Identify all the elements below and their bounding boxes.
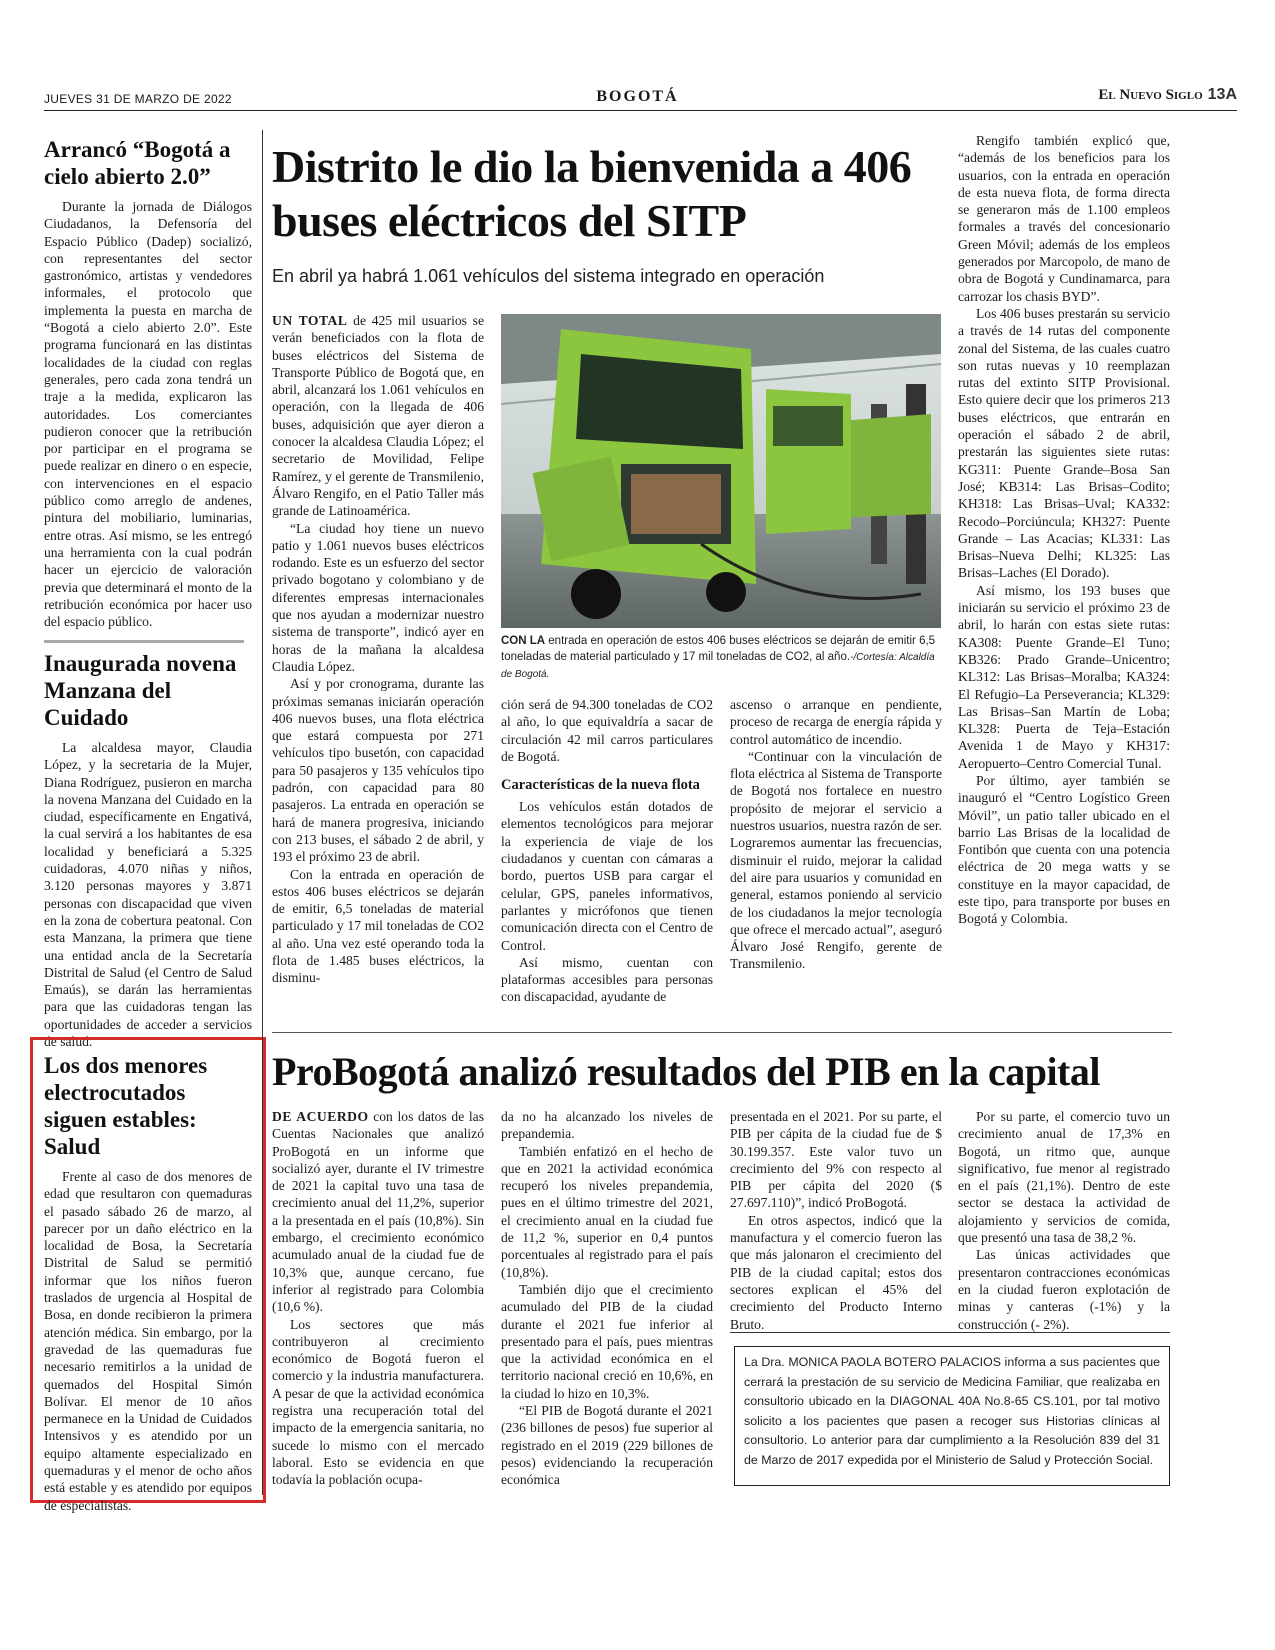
photo-caption bbox=[501, 633, 941, 683]
paragraph: con los datos de las Cuentas Nacionales que analizó ProBogotá en un informe que socializó ayer, durante el IV trimestre de 2021 la capital tuvo una tasa de crecimiento anual del 11,2%, superior a la presentada en el país (10,8%). Sin embargo, el crecimiento económico acumulado anual de la ciudad fue de 10,3% que, aunque cercano, fue inferior al registrado para Colombia (10,6 %). bbox=[272, 1109, 484, 1315]
section-title: BOGOTÁ bbox=[596, 88, 679, 105]
main-subtitle: En abril ya habrá 1.061 vehículos del sistema integrado en operación bbox=[272, 266, 825, 286]
paragraph: En otros aspectos, indicó que la manufactura y el comercio fueron las que más jalonaron el crecimiento del PIB de la ciudad capital; estos dos sectores explican el 45% del crecimiento del Producto Interno Bruto. bbox=[730, 1212, 942, 1332]
subheading: Características de la nueva flota bbox=[501, 777, 700, 794]
paragraph: Así mismo, los 193 buses que iniciarán su servicio el próximo 23 de abril, lo harán con estas siete rutas: KA308: Puente Grande–El Tuno; KB326: Prado Grande–Unicentro; KL312: Las Brisas–Moralba; KA324: El Refugio–La Perseverancia; KL329: Las Brisas–San Martín de Loba; KL328: Puerta de Teja–Estación Avenida 1 de Mayo y KH317: Aeropuerto–Centro Comercial Tunal. bbox=[958, 582, 1170, 771]
pib-col-2 bbox=[501, 1108, 713, 1489]
brief-menores-electrocutados bbox=[44, 1052, 252, 1514]
photo-credit: -/Cortesía: Alcaldía de Bogotá. bbox=[501, 652, 935, 680]
lead-in: DE ACUERDO bbox=[272, 1109, 369, 1124]
brief-title: Inaugurada novena Manzana del Cuidado bbox=[44, 651, 237, 730]
issue-date: JUEVES 31 DE MARZO DE 2022 bbox=[44, 92, 232, 106]
paragraph: “El PIB de Bogotá durante el 2021 (236 billones de pesos) fue superior al registrado en el 2019 (229 billones de pesos) evidenciando la recuperación económica bbox=[501, 1403, 713, 1488]
main-col-1 bbox=[272, 312, 484, 987]
brief-body: Durante la jornada de Diálogos Ciudadanos, la Defensoría del Espacio Público (Dadep) socializó, con representantes del sector gastronómico, artistas y vendedores informales, el protocolo que implementa la puesta en marcha de “Bogotá a cielo abierto 2.0”. Este programa funcionará en las distintas localidades de la ciudad con reglas generales, pero cada zona tendrá un traje a la medida, explicaron las autoridades. Los comerciantes pudieron conocer que la retribución por participar en el programa se puede realizar en dinero o en especie, con intervenciones en el espacio público como arreglo de andenes, pintura del mobiliario, luminarias, entre otras. Así mismo, se les entregó una herramienta con la cual podrán hacer un ejercicio de valoración previa que determinará el monto de la retribución económica por hacer uso del espacio público. bbox=[44, 199, 252, 630]
main-col-4 bbox=[958, 132, 1170, 928]
paragraph: da no ha alcanzado los niveles de prepandemia. bbox=[501, 1109, 713, 1142]
main-col-2 bbox=[501, 696, 713, 1006]
paragraph: Por último, ayer también se inauguró el “Centro Logístico Green Móvil”, un patio taller ubicado en el barrio Las Brisas de la localidad de Fontibón que cuenta con una potencia eléctrica de 20 mega watts y se constituye en la mayor capacidad, de este tipo, para transporte por buses en Bogotá y Colombia. bbox=[958, 772, 1170, 927]
paragraph: Así mismo, cuentan con plataformas accesibles para personas con discapacidad, ayudante de bbox=[501, 954, 713, 1005]
notice-address: DIAGONAL 40A No.8-65 CS.101 bbox=[889, 1394, 1075, 1408]
notice-rule bbox=[730, 1332, 1170, 1333]
paragraph: Los 406 buses prestarán su servicio a través de 14 rutas del componente zonal del Sistema, de las cuales cuatro son rutas nuevas y 10 reemplazan rutas del extinto SITP Provisional. Esto quiere decir que los primeros 213 buses eléctricos, que entrarán en operación el sábado 2 de abril, prestarán las siguientes siete rutas: KG311: Puente Grande–Bosa San José; KB314: Las Brisas–Codito; KH318: Las Brisas–Uval; KA332: Recodo–Porciúncula; KH327: Puente Grande – Las Acacias; KL331: Las Brisas–Nueva Delhi; KL325: Las Brisas–Laches (El Dorado). bbox=[958, 305, 1170, 581]
notice-box bbox=[734, 1346, 1170, 1486]
main-col-3 bbox=[730, 696, 942, 973]
header-rule bbox=[44, 110, 1237, 111]
second-headline: ProBogotá analizó resultados del PIB en la capital bbox=[272, 1049, 1100, 1094]
brief-title: Los dos menores electrocutados siguen estables: Salud bbox=[44, 1053, 208, 1159]
notice-text: La Dra. bbox=[744, 1355, 789, 1369]
paragraph: presentada en el 2021. Por su parte, el PIB per cápita de la ciudad fue de $ 30.199.357. Este valor tuvo un crecimiento del 9% con respecto al PIB per cápita del 2020 ($ 27.697.110)”, indicó ProBogotá. bbox=[730, 1109, 942, 1211]
paragraph: “La ciudad hoy tiene un nuevo patio y 1.061 nuevos buses eléctricos rodando. Este es un esfuerzo del sector privado bogotano y colombiano y de diferentes empresas internacionales que nos ayudan a modernizar nuestro sistema de transporte”, indicó ayer en horas de la mañana la alcaldesa Claudia López. bbox=[272, 520, 484, 674]
pib-col-1 bbox=[272, 1108, 484, 1489]
paragraph: Así y por cronograma, durante las próximas semanas iniciarán operación 406 nuevos buses, una flota eléctrica que estará compuesta por 271 vehículos tipo busetón, con capacidad para 50 pasajeros y 135 vehículos tipo padrón, con capacidad para 80 pasajeros. La entrada en operación se hará de manera progresiva, iniciando con 213 buses, el sábado 2 de abril, y 193 el próximo 23 de abril. bbox=[272, 676, 484, 865]
brief-manzana-cuidado bbox=[44, 650, 252, 1050]
page-number: 13A bbox=[1207, 86, 1237, 103]
lead-in: UN TOTAL bbox=[272, 313, 348, 328]
masthead bbox=[1098, 86, 1237, 104]
paragraph: ción será de 94.300 toneladas de CO2 al año, lo que equivaldría a sacar de circulación 42 mil carros particulares de Bogotá. bbox=[501, 697, 713, 764]
brief-body: La alcaldesa mayor, Claudia López, y la secretaria de la Mujer, Diana Rodríguez, pusieron en marcha la novena Manzana del Cuidado en la ciudad, específicamente en Engativá, la cual servirá a los habitantes de esa localidad y beneficiará a 5.325 cuidadoras, 4.070 niñas y niños, 3.120 personas mayores y 3.871 personas con discapacidad que viven en la zona de cobertura peatonal. Con esta Manzana, la primera que tiene una entidad ancla de la Secretaría Distrital de Salud (el Centro de Salud Emaús), se darán las herramientas para que las cuidadoras tengan las oportunidades de acceder a servicios de salud. bbox=[44, 740, 252, 1050]
brief-bogota-cielo-abierto bbox=[44, 136, 252, 630]
masthead-name: El Nuevo Siglo bbox=[1098, 87, 1203, 103]
electric-bus-image bbox=[501, 314, 941, 628]
column-divider bbox=[262, 130, 263, 1495]
caption-lead: CON LA bbox=[501, 635, 546, 647]
bus-photo bbox=[501, 314, 941, 628]
paragraph: Las únicas actividades que presentaron contracciones económicas en la ciudad fueron explotación de minas y canteras (-1%) y la construcción (- 2%). bbox=[958, 1247, 1170, 1332]
brief-title: Arrancó “Bogotá a cielo abierto 2.0” bbox=[44, 137, 231, 189]
paragraph: También dijo que el crecimiento acumulado del PIB de la ciudad durante el 2021 fue inferior al presentado para el país, pues mientras que la actividad económica en el territorio nacional creció en 10,6%, en la ciudad lo hizo en 10,3%. bbox=[501, 1281, 713, 1401]
pib-col-3 bbox=[730, 1108, 942, 1333]
paragraph: Con la entrada en operación de estos 406 buses eléctricos se dejarán de emitir, 6,5 toneladas de material particulado y 17 mil toneladas de CO2 al año. Una vez esté operando toda la flota de 1.485 buses eléctricos, la disminu- bbox=[272, 866, 484, 986]
notice-text: , por tal motivo solicito a los pacientes que pasen a recoger sus Historias clínicas al consultorio. Lo anterior para dar cumplimiento a la Resolución 839 del 31 de Marzo de 2017 expedida por el Ministerio de Salud y Protección Social. bbox=[744, 1394, 1160, 1467]
story-divider bbox=[272, 1032, 1172, 1033]
paragraph: También enfatizó en el hecho de que en 2021 la actividad económica recuperó los niveles prepandemia, pues en el último trimestre del 2021, el crecimiento anual en la ciudad fue de 11,2 %, superior en 0,4 puntos porcentuales al registrado para el país (10,8%). bbox=[501, 1143, 713, 1280]
pib-col-4 bbox=[958, 1108, 1170, 1333]
paragraph: ascenso o arranque en pendiente, proceso de recarga de energía rápida y control automático de incendio. bbox=[730, 697, 942, 747]
brief-body: Frente al caso de dos menores de edad que resultaron con quemaduras el pasado sábado 26 de marzo, al parecer por un daño eléctrico en la localidad de Bosa, la Secretaría Distrital de Salud se permitió informar que los niños fueron traslados de urgencia al Hospital de Bosa, en donde recibieron la primera atención médica. Sin embargo, por la gravedad de las quemaduras fue necesario remitirlos a la unidad de quemados del Hospital Simón Bolívar. El menor de 10 años permanece en la Unidad de Cuidados Intensivos y es atendido por un equipo altamente especializado en quemaduras y el menor de ocho años está estable y es atendido por equipos de especialistas. bbox=[44, 1169, 252, 1513]
notice-name: MONICA PAOLA BOTERO PALACIOS bbox=[788, 1355, 1001, 1369]
caption-text: entrada en operación de estos 406 buses eléctricos se dejarán de emitir 6,5 toneladas de material particulado y 17 mil toneladas de CO2, al año. bbox=[501, 635, 936, 663]
paragraph: de 425 mil usuarios se verán beneficiados con la flota de buses eléctricos del Sistema de Transporte Público de Bogotá que, en abril, alcanzará los 1.061 vehículos en operación, con la llegada de 406 buses, adquisición que ayer dieron a conocer la alcaldesa Claudia López; el secretario de Movilidad, Felipe Ramírez, y el gerente de Transmilenio, Álvaro Rengifo, en el Patio Taller más grande de Latinoamérica. bbox=[272, 313, 485, 519]
paragraph: Por su parte, el comercio tuvo un crecimiento anual de 17,3% en Bogotá, un ritmo que, aunque significativo, fue menor al registrado en el país (21,1%). Dentro de este sector se destaca la actividad de alojamiento y servicios de comida, que presentó una tasa de 38,2 %. bbox=[958, 1109, 1170, 1246]
notice-text: informa a sus pacientes que cerrará la prestación de su servicio de Medicina Familiar, que realizaba en consultorio ubicado en la bbox=[744, 1355, 1161, 1408]
paragraph: “Continuar con la vinculación de flota eléctrica al Sistema de Transporte de Bogotá nos fortalece en nuestro propósito de mejorar el servicio a nuestros usuarios, nuestra razón de ser. Lograremos aumentar las frecuencias, disminuir el ruido, mejorar la calidad del aire para usuarios y comunidad en general, estamos poniendo al servicio de los ciudadanos la mejor tecnología que ofrece el mercado actual”, aseguró Álvaro José Rengifo, gerente de Transmilenio. bbox=[730, 748, 942, 972]
brief-divider bbox=[44, 640, 244, 643]
main-headline: Distrito le dio la bienvenida a 406 buses eléctricos del SITP bbox=[272, 141, 912, 246]
paragraph: Rengifo también explicó que, “además de los beneficios para los usuarios, con la entrada en operación de esta nueva flota, de forma directa se generaron más de 1.100 empleos formales a través del concesionario Green Móvil; además de los empleos generados por Marcopolo, de mano de obra de Bogotá y Cundinamarca, para carrozar los chasis BYD”. bbox=[958, 133, 1170, 304]
paragraph: Los sectores que más contribuyeron al crecimiento económico de Bogotá fueron el comercio y la industria manufacturera. A pesar de que la actividad económica registra una recuperación total del impacto de la emergencia sanitaria, no sucede lo mismo con el mercado laboral. Esto se evidencia en que todavía la población ocupa- bbox=[272, 1316, 484, 1488]
paragraph: Los vehículos están dotados de elementos tecnológicos para mejorar la experiencia de viaje de los ciudadanos y cuentan con cámaras a bordo, puertos USB para cargar el celular, GPS, paneles informativos, parlantes y micrófonos que tienen comunicación directa con el Centro de Control. bbox=[501, 799, 713, 953]
